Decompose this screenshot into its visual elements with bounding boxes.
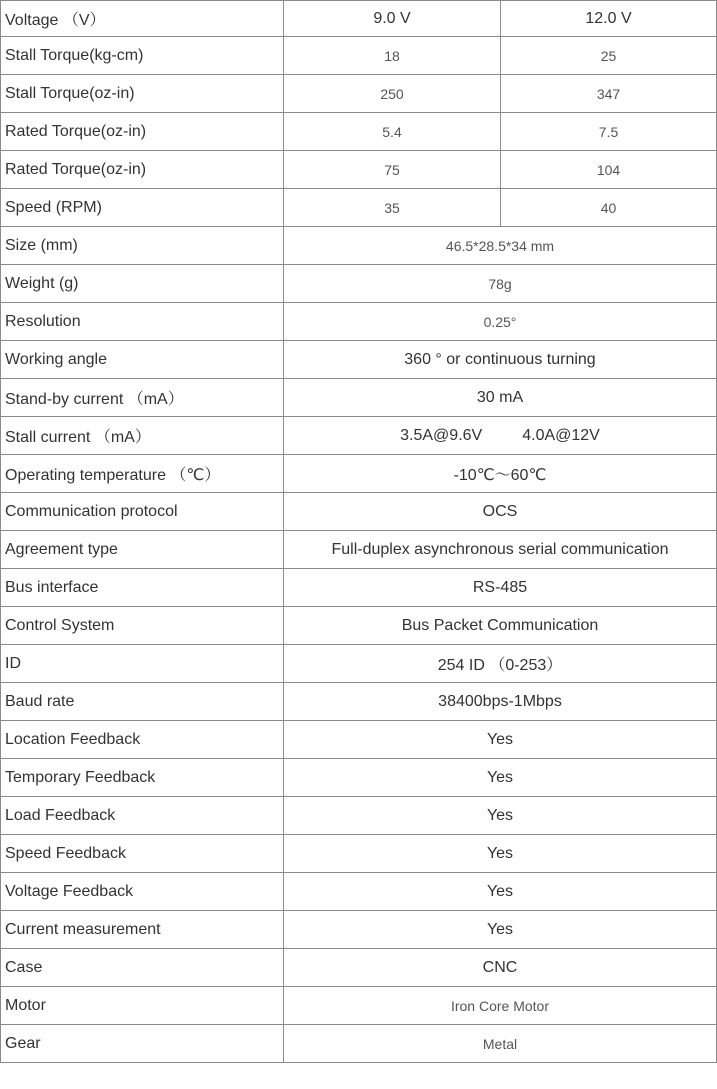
spec-value-merged: Yes: [284, 835, 717, 873]
spec-row: [1, 493, 717, 531]
spec-value-merged: Yes: [284, 797, 717, 835]
spec-label: Gear: [1, 1025, 284, 1063]
spec-row: [1, 835, 717, 873]
spec-label: ID: [1, 645, 284, 683]
spec-label: Temporary Feedback: [1, 759, 284, 797]
spec-value-merged: -10℃～60℃: [284, 455, 717, 493]
spec-row: [1, 151, 717, 189]
spec-value: 5.4: [284, 113, 501, 151]
spec-label: Stall Torque(kg-cm): [1, 37, 284, 75]
spec-row: [1, 683, 717, 721]
spec-label: Stall Torque(oz-in): [1, 75, 284, 113]
spec-label: Load Feedback: [1, 797, 284, 835]
spec-row: [1, 417, 717, 455]
spec-value-merged: Bus Packet Communication: [284, 607, 717, 645]
spec-value: 25: [501, 37, 717, 75]
spec-label: Operating temperature （℃）: [1, 455, 284, 493]
spec-value-merged: Yes: [284, 911, 717, 949]
spec-value-merged: 360 ° or continuous turning: [284, 341, 717, 379]
spec-row: [1, 37, 717, 75]
spec-label: Stall current （mA）: [1, 417, 284, 455]
spec-row: [1, 265, 717, 303]
spec-row: [1, 987, 717, 1025]
stall-current-value: 3.5A@9.6V: [400, 426, 483, 444]
spec-value-merged: 46.5*28.5*34 mm: [284, 227, 717, 265]
spec-value-merged: 254 ID （0-253）: [284, 645, 717, 683]
spec-row: [1, 341, 717, 379]
spec-label: Weight (g): [1, 265, 284, 303]
spec-row: [1, 189, 717, 227]
spec-row: [1, 531, 717, 569]
spec-table-body: [1, 1, 717, 1063]
spec-row: [1, 759, 717, 797]
spec-row: [1, 873, 717, 911]
spec-value-merged: RS-485: [284, 569, 717, 607]
spec-row: [1, 379, 717, 417]
spec-value-merged: Yes: [284, 721, 717, 759]
spec-row: [1, 607, 717, 645]
spec-value-merged: Full-duplex asynchronous serial communication: [284, 531, 717, 569]
spec-value: 75: [284, 151, 501, 189]
spec-label: Location Feedback: [1, 721, 284, 759]
spec-value: 9.0 V: [284, 1, 501, 37]
spec-row: [1, 949, 717, 987]
spec-label: Bus interface: [1, 569, 284, 607]
spec-label: Agreement type: [1, 531, 284, 569]
spec-value-merged: [284, 417, 717, 455]
spec-row: [1, 303, 717, 341]
spec-value-merged: Yes: [284, 873, 717, 911]
spec-value: 18: [284, 37, 501, 75]
spec-value-merged: 38400bps-1Mbps: [284, 683, 717, 721]
spec-row: [1, 569, 717, 607]
spec-label: Control System: [1, 607, 284, 645]
spec-value-merged: OCS: [284, 493, 717, 531]
spec-row: [1, 227, 717, 265]
spec-value-merged: CNC: [284, 949, 717, 987]
spec-row: [1, 1025, 717, 1063]
spec-value-merged: Yes: [284, 759, 717, 797]
spec-value: 104: [501, 151, 717, 189]
spec-value-merged: 30 mA: [284, 379, 717, 417]
spec-label: Stand-by current （mA）: [1, 379, 284, 417]
spec-label: Speed (RPM): [1, 189, 284, 227]
spec-label: Baud rate: [1, 683, 284, 721]
spec-label: Communication protocol: [1, 493, 284, 531]
spec-value: 12.0 V: [501, 1, 717, 37]
spec-value-merged: 78g: [284, 265, 717, 303]
spec-label: Resolution: [1, 303, 284, 341]
spec-label: Rated Torque(oz-in): [1, 113, 284, 151]
spec-row: [1, 645, 717, 683]
spec-value: 7.5: [501, 113, 717, 151]
spec-label: Working angle: [1, 341, 284, 379]
spec-value: 40: [501, 189, 717, 227]
spec-row: [1, 1, 717, 37]
spec-label: Voltage （V）: [1, 1, 284, 37]
spec-label: Current measurement: [1, 911, 284, 949]
spec-value: 347: [501, 75, 717, 113]
spec-row: [1, 797, 717, 835]
spec-label: Rated Torque(oz-in): [1, 151, 284, 189]
spec-value: 250: [284, 75, 501, 113]
spec-row: [1, 911, 717, 949]
spec-label: Speed Feedback: [1, 835, 284, 873]
spec-value-merged: Iron Core Motor: [284, 987, 717, 1025]
spec-value-merged: 0.25°: [284, 303, 717, 341]
spec-row: [1, 113, 717, 151]
spec-label: Voltage Feedback: [1, 873, 284, 911]
spec-label: Motor: [1, 987, 284, 1025]
spec-value-merged: Metal: [284, 1025, 717, 1063]
spec-label: Size (mm): [1, 227, 284, 265]
spec-row: [1, 721, 717, 759]
spec-row: [1, 455, 717, 493]
spec-label: Case: [1, 949, 284, 987]
spec-row: [1, 75, 717, 113]
stall-current-value: 4.0A@12V: [522, 426, 600, 444]
spec-value: 35: [284, 189, 501, 227]
